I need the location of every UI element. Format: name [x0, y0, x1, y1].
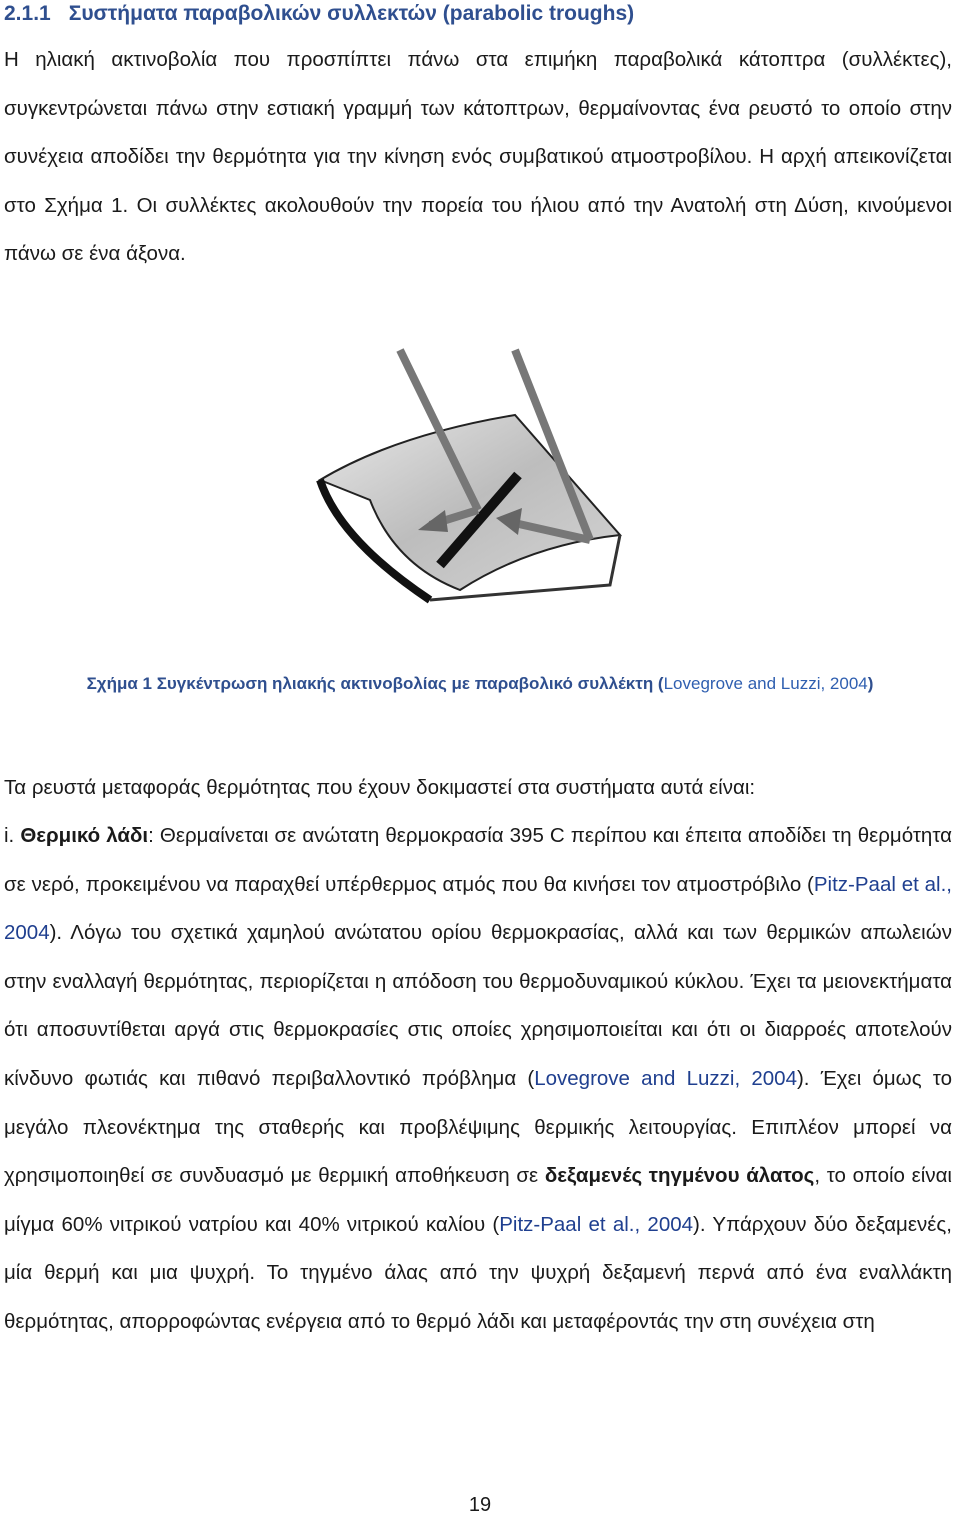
section-heading: [4, 2, 634, 26]
section-title: Συστήματα παραβολικών συλλεκτών (parabolic troughs): [68, 2, 635, 25]
text-run: i.: [4, 824, 21, 847]
item-i-paragraph: [4, 812, 952, 1347]
text-run: ). Έχει όμως το μεγάλο πλεονέκτημα της σταθερής και προβλέψιμης θερμικής λειτουργίας. Επιπλέον μπορεί να χρησιμοποιηθεί σε συνδυασμό με θερμική αποθήκευση σε: [4, 1066, 952, 1188]
page-number: 19: [468, 1494, 492, 1516]
section-number: 2.1.1: [4, 2, 51, 25]
parabolic-trough-illustration: [300, 340, 650, 640]
intro-paragraph: [4, 36, 952, 279]
citation-link[interactable]: Pitz-Paal et al., 2004: [4, 872, 952, 945]
text-run: : Θερμαίνεται σε ανώτατη θερμοκρασία 395 C περίπου και έπειτα αποδίδει τη θερμότητα σε νερό, προκειμένου να παραχθεί υπέρθερμος ατμός που θα κινήσει τον ατμοστρόβιλο (: [4, 824, 952, 896]
text-run: ). Λόγω του σχετικά χαμηλού ανώτατου ορίου θερμοκρασίας, αλλά και των θερμικών απωλειών στην εναλλαγή θερμότητας, περιορίζεται η απόδοση του θερμοδυναμικού κύκλου. Έχει τα μειονεκτήματα ότι αποσυντίθεται αργά στις θερμοκρασίες στις οποίες χρησιμοποιείται και ότι οι διαρροές αποτελούν κίνδυνο φωτιάς και πιθανό περιβαλλοντικό πρόβλημα (: [4, 921, 952, 1090]
text-run: Τα ρευστά μεταφοράς θερμότητας που έχουν δοκιμαστεί στα συστήματα αυτά είναι:: [4, 776, 756, 799]
caption-text: Σχήμα 1 Συγκέντρωση ηλιακής ακτινοβολίας με παραβολικό συλλέκτη (: [86, 674, 664, 693]
text-run: , το οποίο είναι μίγμα 60% νιτρικού νατρίου και 40% νιτρικού καλίου (: [4, 1164, 952, 1236]
text-run: Η ηλιακή ακτινοβολία που προσπίπτει πάνω στα επιμήκη παραβολικά κάτοπτρα (συλλέκτες), συγκεντρώνεται πάνω στην εστιακή γραμμή των κάτοπτρων, θερμαίνοντας ένα ρευστό το οποίο στην συνέχεια αποδίδει την θερμότητα για την κίνηση ενός συμβατικού ατμοστροβίλου. Η αρχή απεικονίζεται στο Σχήμα 1. Οι συλλέκτες ακολουθούν την πορεία του ήλιου από την Ανατολή στη Δύση, κινούμενοι πάνω σε ένα άξονα.: [4, 48, 952, 266]
citation-link[interactable]: Lovegrove and Luzzi, 2004: [534, 1066, 797, 1090]
bold-term: Θερμικό λάδι: [20, 824, 149, 847]
parabolic-trough-figure: [300, 340, 650, 640]
text-run: ). Υπάρχουν δύο δεξαμενές, μία θερμή και μια ψυχρή. Το τηγμένο άλας από την ψυχρή δεξαμενή περνά από ένα εναλλάκτη θερμότητας, απορροφώντας ενέργεια από το θερμό λάδι και μεταφέροντάς την στη συνέχεια στη: [4, 1212, 952, 1333]
caption-citation-link[interactable]: Lovegrove and Luzzi, 2004: [663, 674, 868, 693]
citation-link[interactable]: Pitz-Paal et al., 2004: [499, 1212, 694, 1236]
bold-term: δεξαμενές τηγμένου άλατος: [544, 1164, 815, 1188]
caption-end: ): [867, 674, 874, 693]
fluids-intro-paragraph: [4, 764, 952, 813]
figure-caption: [0, 674, 960, 694]
